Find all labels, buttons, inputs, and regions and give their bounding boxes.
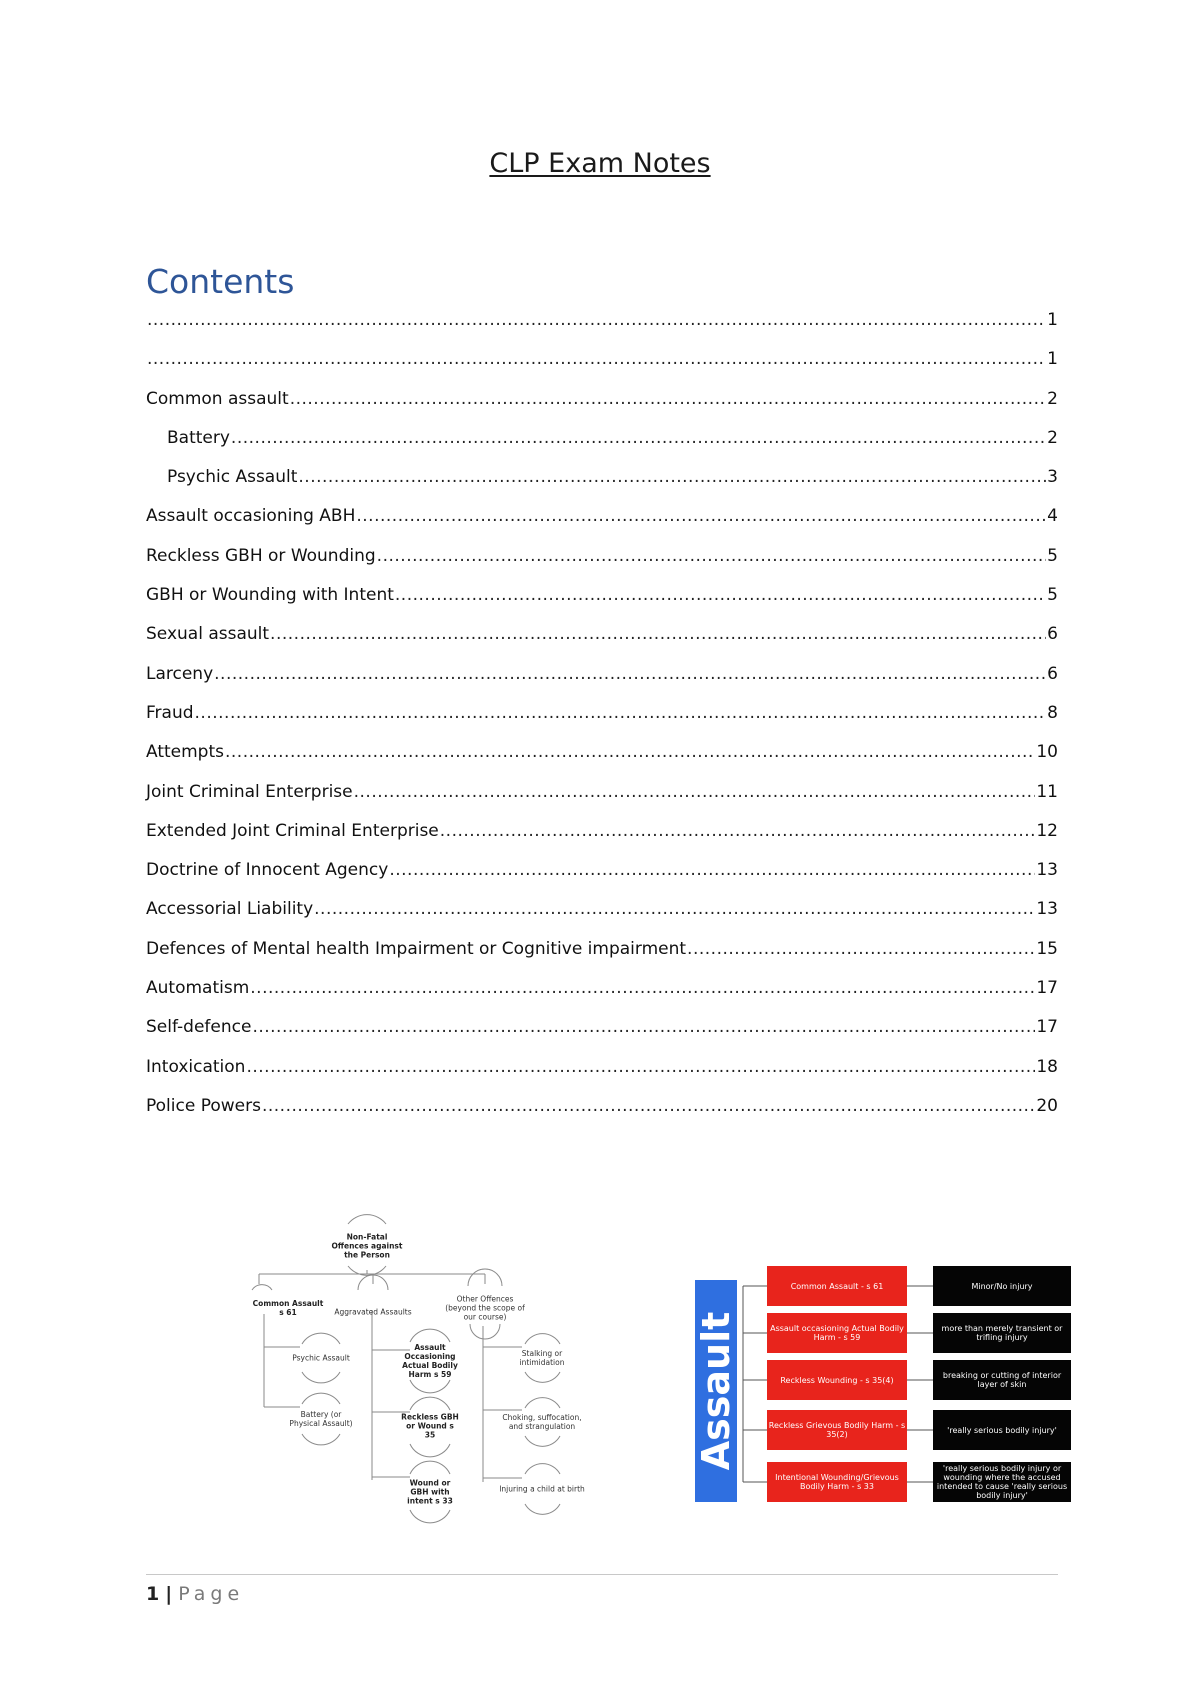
toc-entry-label: Police Powers [146, 1095, 261, 1116]
harm-box-4: 'really serious bodily injury' [933, 1410, 1071, 1450]
offences-hierarchy-diagram [250, 1212, 650, 1552]
toc-entry-page: 6 [1047, 624, 1058, 645]
toc-leader-dots [290, 388, 1046, 410]
toc-entry-page: 18 [1036, 1056, 1058, 1077]
page-footer [146, 1583, 244, 1605]
offence-box-4: Reckless Grievous Bodily Harm - s 35(2) [767, 1410, 907, 1450]
toc-entry-label: Self-defence [146, 1017, 252, 1038]
toc-entry-page: 2 [1047, 427, 1058, 448]
node-abh: Assault Occasioning Actual Bodily Harm s 59 [402, 1343, 458, 1379]
toc-entry[interactable] [146, 545, 1058, 584]
offence-box-5: Intentional Wounding/Grievous Bodily Harm - s 33 [767, 1462, 907, 1502]
node-other-offences: Other Offences (beyond the scope of our course) [445, 1294, 525, 1322]
toc-leader-dots [250, 977, 1035, 999]
toc-leader-dots [270, 623, 1046, 645]
table-of-contents [146, 309, 1058, 1134]
toc-entry[interactable] [146, 623, 1058, 662]
toc-entry-label: Fraud [146, 702, 194, 723]
node-battery: Battery (or Physical Assault) [289, 1410, 353, 1428]
toc-entry[interactable] [146, 348, 1058, 387]
toc-entry-page: 1 [1047, 349, 1058, 370]
toc-entry-label: Psychic Assault [167, 467, 298, 488]
toc-entry[interactable] [146, 388, 1058, 427]
toc-entry[interactable] [146, 977, 1058, 1016]
harm-box-3: breaking or cutting of interior layer of skin [933, 1360, 1071, 1400]
footer-separator: | [165, 1583, 173, 1605]
node-injuring-child: Injuring a child at birth [499, 1484, 585, 1494]
toc-entry-label: Accessorial Liability [146, 899, 314, 920]
toc-entry[interactable] [146, 898, 1058, 937]
toc-entry[interactable] [146, 741, 1058, 780]
toc-entry[interactable] [146, 1056, 1058, 1095]
toc-leader-dots [354, 781, 1036, 803]
toc-leader-dots [147, 309, 1046, 331]
node-common-assault: Common Assault s 61 [252, 1299, 324, 1317]
toc-entry-page: 11 [1036, 781, 1058, 802]
toc-entry-page: 6 [1047, 663, 1058, 684]
offence-box-1: Common Assault - s 61 [767, 1266, 907, 1306]
node-aggravated: Aggravated Assaults [334, 1307, 412, 1317]
toc-entry-page: 5 [1047, 585, 1058, 606]
toc-leader-dots [356, 505, 1046, 527]
footer-page-number: 1 [146, 1583, 160, 1605]
toc-entry[interactable] [146, 466, 1058, 505]
toc-entry[interactable] [146, 309, 1058, 348]
toc-entry[interactable] [146, 584, 1058, 623]
toc-entry-label: Defences of Mental health Impairment or Cognitive impairment [146, 938, 687, 959]
toc-leader-dots [440, 820, 1036, 842]
harm-box-5: 'really serious bodily injury or wounding where the accused intended to cause 'really serious bodily injury' [933, 1462, 1071, 1502]
toc-leader-dots [395, 584, 1046, 606]
toc-leader-dots [147, 348, 1046, 370]
toc-entry-label: GBH or Wounding with Intent [146, 585, 394, 606]
toc-entry-label: Battery [167, 427, 230, 448]
node-choking: Choking, suffocation, and strangulation [502, 1413, 582, 1431]
toc-entry-page: 8 [1047, 702, 1058, 723]
toc-entry-page: 2 [1047, 388, 1058, 409]
toc-entry-page: 12 [1036, 820, 1058, 841]
toc-leader-dots [252, 1016, 1035, 1038]
toc-entry[interactable] [146, 781, 1058, 820]
toc-entry-label: Extended Joint Criminal Enterprise [146, 820, 439, 841]
toc-leader-dots [231, 427, 1046, 449]
page-title: CLP Exam Notes [489, 148, 711, 179]
toc-leader-dots [314, 898, 1035, 920]
toc-entry[interactable] [146, 1095, 1058, 1134]
toc-leader-dots [298, 466, 1046, 488]
offence-box-3: Reckless Wounding - s 35(4) [767, 1360, 907, 1400]
toc-entry[interactable] [146, 1016, 1058, 1055]
toc-entry-label: Assault occasioning ABH [146, 506, 356, 527]
toc-entry-page: 13 [1036, 860, 1058, 881]
harm-box-1: Minor/No injury [933, 1266, 1071, 1306]
toc-entry-label: Doctrine of Innocent Agency [146, 860, 389, 881]
toc-entry[interactable] [146, 702, 1058, 741]
toc-leader-dots [214, 663, 1046, 685]
toc-entry-page: 4 [1047, 506, 1058, 527]
toc-leader-dots [195, 702, 1047, 724]
toc-entry-label: Intoxication [146, 1056, 246, 1077]
toc-entry-label: Reckless GBH or Wounding [146, 545, 376, 566]
toc-leader-dots [246, 1056, 1035, 1078]
toc-entry-page: 17 [1036, 978, 1058, 999]
toc-entry[interactable] [146, 427, 1058, 466]
toc-entry[interactable] [146, 859, 1058, 898]
assault-categories-diagram [695, 1256, 1075, 1516]
toc-entry[interactable] [146, 505, 1058, 544]
harm-box-2: more than merely transient or trifling injury [933, 1313, 1071, 1353]
toc-entry-label: Attempts [146, 742, 224, 763]
toc-entry-page: 3 [1047, 467, 1058, 488]
toc-entry-label: Joint Criminal Enterprise [146, 781, 353, 802]
toc-entry-page: 13 [1036, 899, 1058, 920]
toc-entry-page: 5 [1047, 545, 1058, 566]
toc-entry[interactable] [146, 663, 1058, 702]
node-root: Non-Fatal Offences against the Person [331, 1232, 403, 1260]
footer-divider [146, 1574, 1058, 1575]
toc-leader-dots [225, 741, 1035, 763]
toc-entry[interactable] [146, 820, 1058, 859]
toc-entry-label: Larceny [146, 663, 214, 684]
node-stalking: Stalking or intimidation [519, 1349, 565, 1367]
footer-page-label: Page [178, 1583, 245, 1605]
toc-entry-label: Common assault [146, 388, 289, 409]
toc-entry-page: 15 [1036, 938, 1058, 959]
toc-entry-page: 1 [1047, 310, 1058, 330]
node-intent: Wound or GBH with intent s 33 [407, 1478, 453, 1506]
toc-leader-dots [262, 1095, 1035, 1117]
toc-leader-dots [687, 938, 1035, 960]
node-reckless: Reckless GBH or Wound s 35 [401, 1412, 459, 1440]
toc-entry-page: 17 [1036, 1017, 1058, 1038]
toc-entry[interactable] [146, 938, 1058, 977]
toc-entry-label: Automatism [146, 978, 250, 999]
node-psychic-assault: Psychic Assault [292, 1353, 350, 1363]
toc-entry-page: 20 [1036, 1095, 1058, 1116]
assault-heading: Assault [694, 1311, 738, 1471]
toc-leader-dots [377, 545, 1047, 567]
toc-heading: Contents [146, 262, 295, 301]
toc-entry-page: 10 [1036, 742, 1058, 763]
offence-box-2: Assault occasioning Actual Bodily Harm - s 59 [767, 1313, 907, 1353]
toc-entry-label: Sexual assault [146, 624, 270, 645]
toc-leader-dots [389, 859, 1035, 881]
